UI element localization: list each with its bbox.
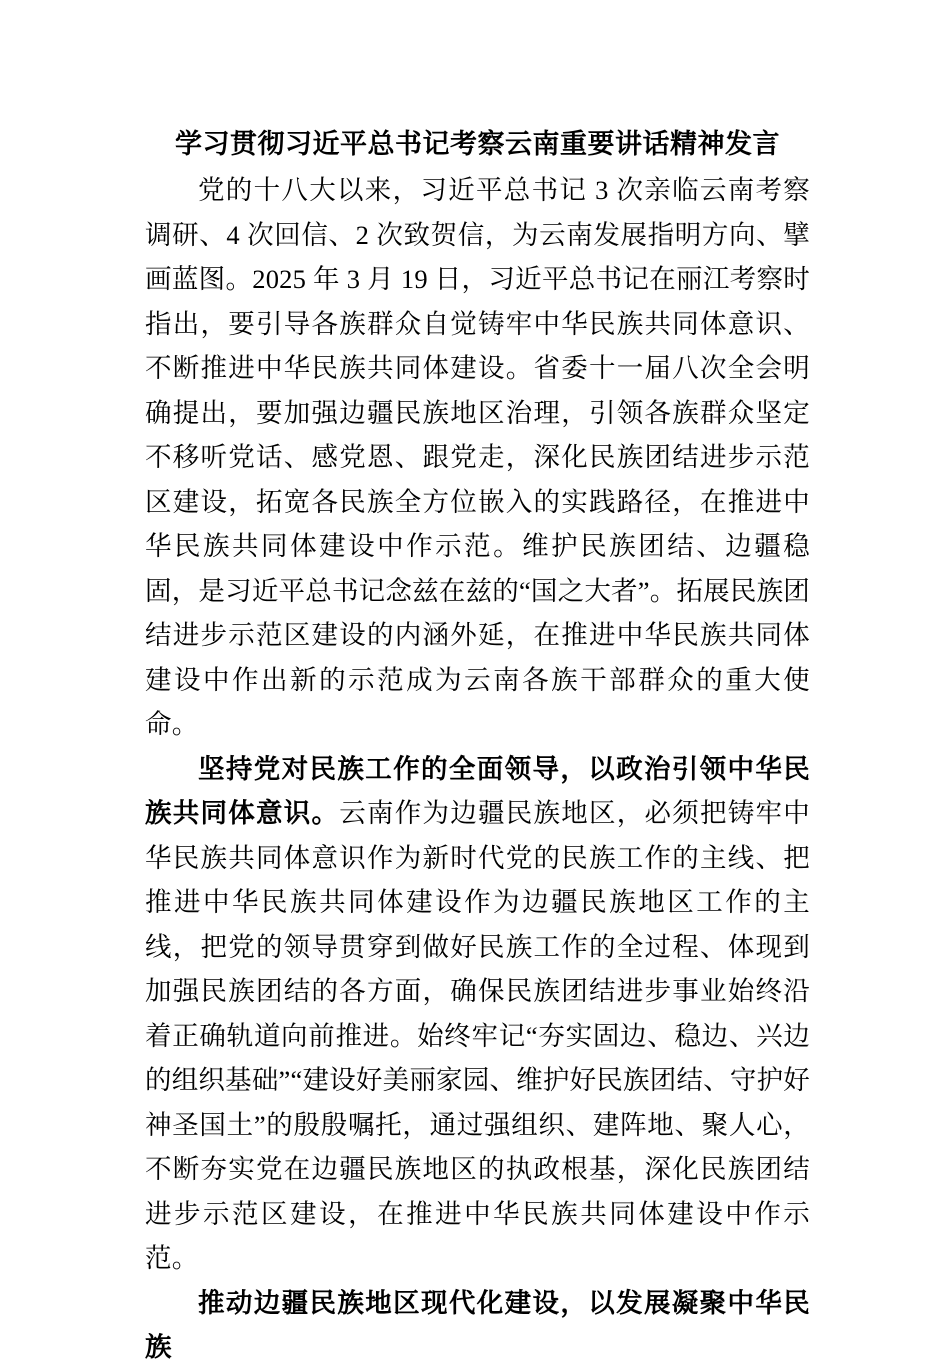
paragraph-modernization-lead: 推动边疆民族地区现代化建设，以发展凝聚中华民族 <box>145 1287 810 1362</box>
document-title: 学习贯彻习近平总书记考察云南重要讲话精神发言 <box>175 129 780 159</box>
paragraph-political-leadership-text: 云南作为边疆民族地区，必须把铸牢中华民族共同体意识作为新时代党的民族工作的主线、把推进中华民族共同体建设作为边疆民族地区工作的主线，把党的领导贯穿到做好民族工作的全过程、体现到加强民族团结的各方面，确保民族团结进步事业始终沿着正确轨道向前推进。始终牢记“夯实固边、稳边、兴边的组织基础”“建设好美丽家园、维护好民族团结、守护好神圣国土”的殷殷嘱托，通过强组织、建阵地、聚人心，不断夯实党在边疆民族地区的执政根基，深化民族团结进步示范区建设，在推进中华民族共同体建设中作示范。 <box>145 798 810 1273</box>
document-page <box>145 120 810 1370</box>
paragraph-intro-text: 党的十八大以来，习近平总书记 3 次亲临云南考察调研、4 次回信、2 次致贺信，为云南发展指明方向、擘画蓝图。2025 年 3 月 19 日，习近平总书记在丽江考察时指出，要引导各族群众自觉铸牢中华民族共同体意识、不断推进中华民族共同体建设。省委十一届八次全会明确提出，要加强边疆民族地区治理，引领各族群众坚定不移听党话、感党恩、跟党走，深化民族团结进步示范区建设，拓宽各民族全方位嵌入的实践路径，在推进中华民族共同体建设中作示范。维护民族团结、边疆稳固，是习近平总书记念兹在兹的“国之大者”。拓展民族团结进步示范区建设的内涵外延，在推进中华民族共同体建设中作出新的示范成为云南各族干部群众的重大使命。 <box>145 175 810 739</box>
paragraph-modernization <box>145 1281 810 1370</box>
paragraph-political-leadership <box>145 747 810 1281</box>
paragraph-political-leadership-lead: 坚持党对民族工作的全面领导，以政治引领中华民族共同体意识。 <box>145 753 810 828</box>
paragraph-intro <box>145 168 810 747</box>
